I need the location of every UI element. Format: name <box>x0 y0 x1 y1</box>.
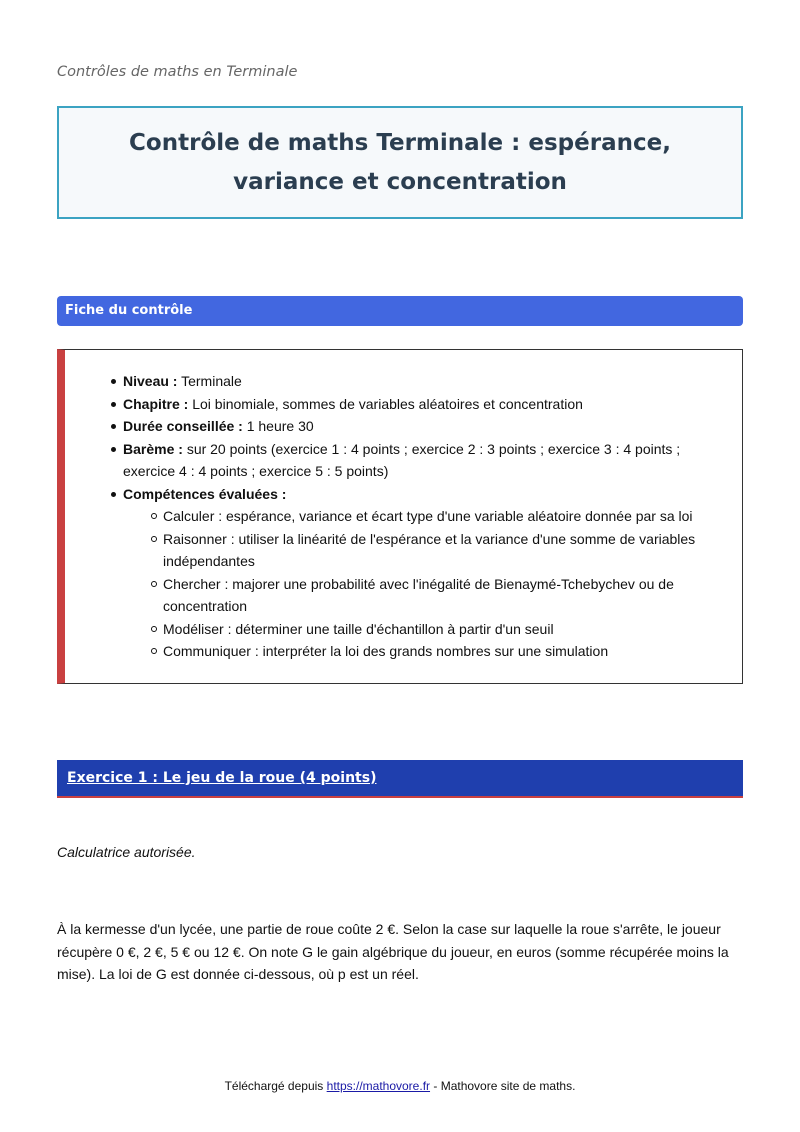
competence-item: Communiquer : interpréter la loi des grands nombres sur une simulation <box>163 640 723 663</box>
exercise-paragraph: À la kermesse d'un lycée, une partie de roue coûte 2 €. Selon la case sur laquelle la roue s'arrête, le joueur récupère 0 €, 2 €, 5 € ou 12 €. On note G le gain algébrique du joueur, en euros (somme récupérée moins la mise). La loi de G est donnée ci-dessous, où p est un réel. <box>57 921 729 982</box>
fiche-item-value: Terminale <box>181 373 242 389</box>
fiche-item-value: 1 heure 30 <box>246 418 314 434</box>
fiche-heading: Fiche du contrôle <box>57 296 743 326</box>
header-note: Contrôles de maths en Terminale <box>57 64 298 80</box>
page-title: Contrôle de maths Terminale : espérance, variance et concentration <box>129 129 671 195</box>
fiche-item-value: Loi binomiale, sommes de variables aléatoires et concentration <box>192 395 583 412</box>
fiche-item-label: Niveau : <box>123 373 178 389</box>
fiche-item-niveau <box>123 370 723 393</box>
competence-item: Raisonner : utiliser la linéarité de l'espérance et la variance d'une somme de variables indépendantes <box>163 528 723 573</box>
competence-item: Calculer : espérance, variance et écart type d'une variable aléatoire donnée par sa loi <box>163 505 723 528</box>
exercise-heading[interactable] <box>57 760 743 798</box>
footer-suffix: - Mathovore site de maths. <box>430 1079 576 1093</box>
fiche-panel <box>57 349 743 684</box>
fiche-item-competences <box>123 483 723 663</box>
competence-item: Modéliser : déterminer une taille d'échantillon à partir d'un seuil <box>163 618 723 641</box>
fiche-item-duree <box>123 415 723 438</box>
competence-item: Chercher : majorer une probabilité avec l'inégalité de Bienaymé-Tchebychev ou de concentration <box>163 573 723 618</box>
footer <box>0 1079 800 1093</box>
fiche-item-label: Compétences évaluées : <box>123 485 287 502</box>
fiche-item-value: sur 20 points (exercice 1 : 4 points ; exercice 2 : 3 points ; exercice 3 : 4 points ; exercice 4 : 4 points ; exercice 5 : 5 points) <box>123 440 681 479</box>
exercise-heading-link[interactable]: Exercice 1 : Le jeu de la roue (4 points) <box>67 770 377 786</box>
fiche-item-bareme <box>123 438 723 483</box>
fiche-item-label: Chapitre : <box>123 395 189 412</box>
fiche-list <box>123 370 723 663</box>
competences-list <box>123 505 723 663</box>
title-box <box>57 106 743 219</box>
fiche-item-chapitre <box>123 393 723 416</box>
fiche-item-label: Barème : <box>123 440 183 457</box>
fiche-item-label: Durée conseillée : <box>123 418 243 434</box>
footer-prefix: Téléchargé depuis <box>224 1079 327 1093</box>
calculator-note: Calculatrice autorisée. <box>57 844 196 860</box>
footer-link[interactable]: https://mathovore.fr <box>326 1079 431 1093</box>
